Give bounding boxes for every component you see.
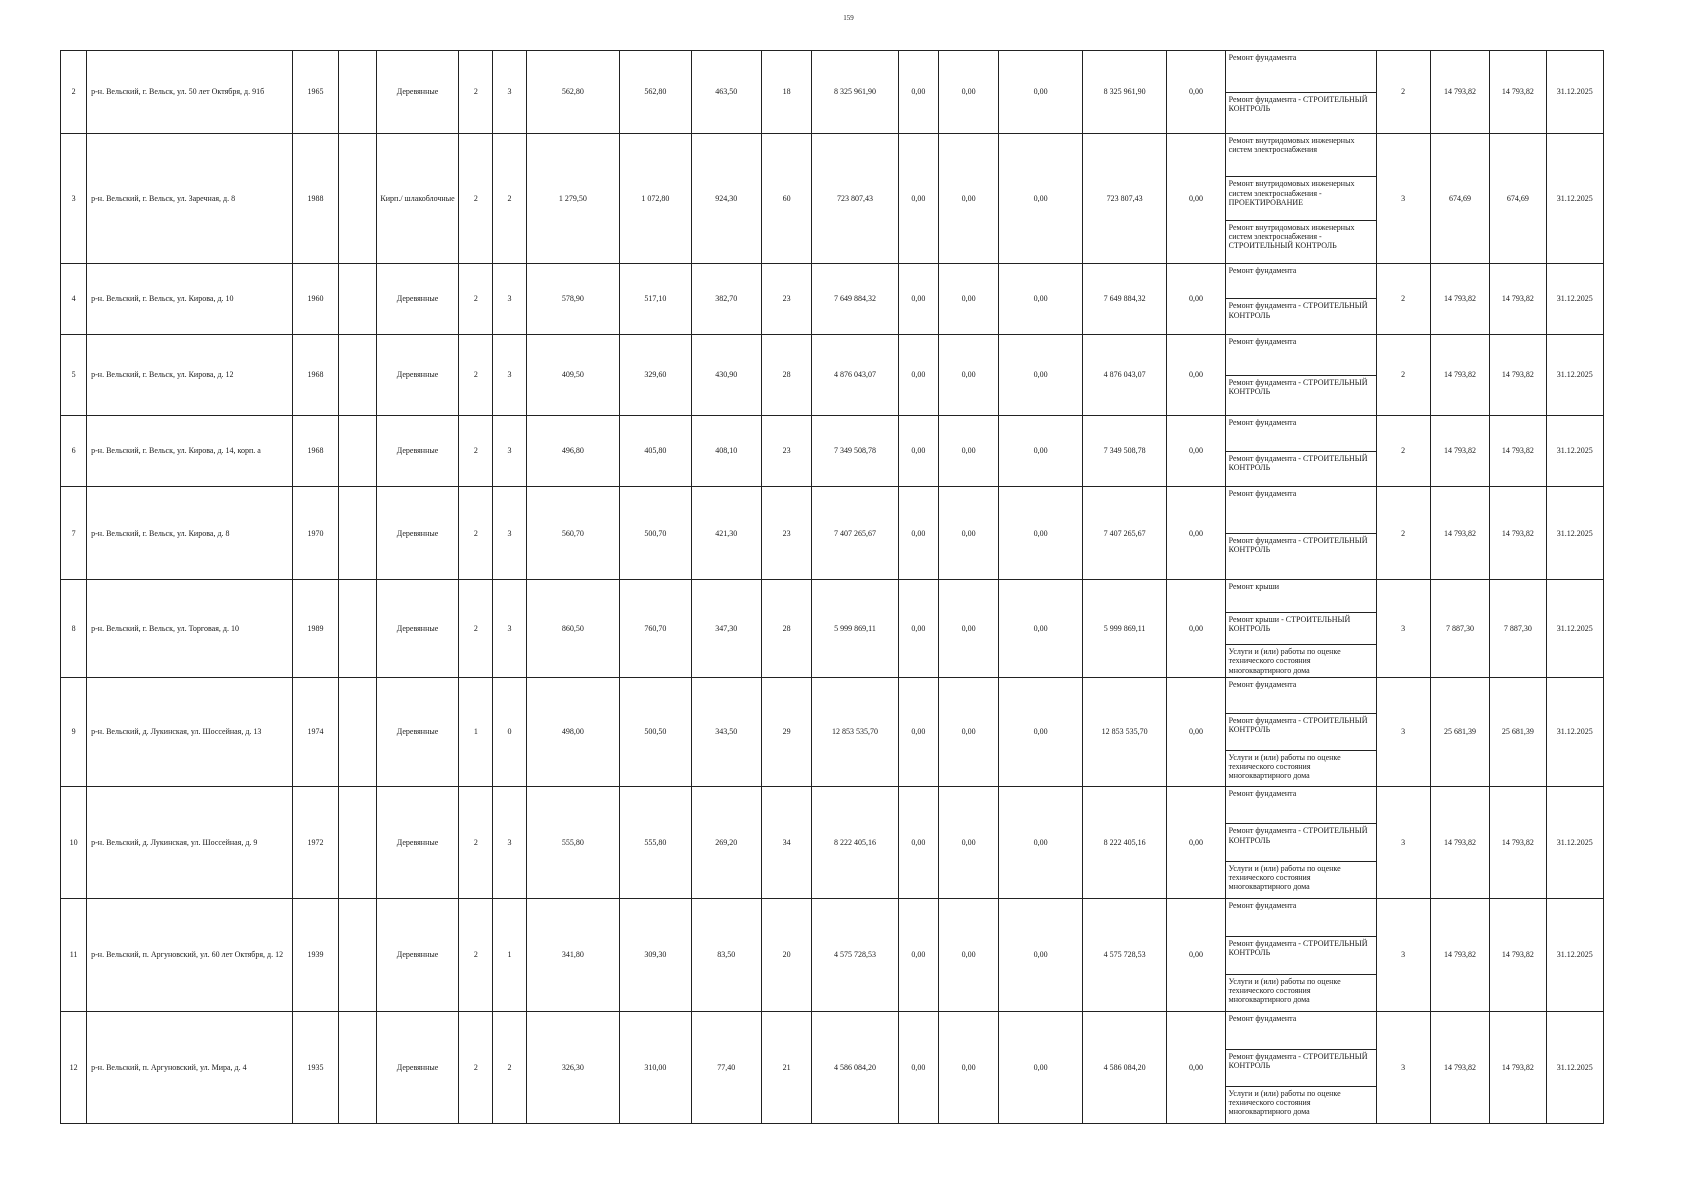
build-year: 1968	[293, 416, 338, 487]
work-item: Ремонт фундамента - СТРОИТЕЛЬНЫЙ КОНТРОЛЬ	[1226, 298, 1376, 334]
area-residential: 382,70	[691, 263, 761, 334]
floors-count: 2	[459, 1012, 493, 1124]
table-row	[61, 263, 1604, 334]
fund-share-1: 0,00	[898, 334, 938, 415]
work-item: Ремонт фундамента	[1228, 489, 1297, 499]
entrances-count: 3	[493, 334, 526, 415]
table-row	[61, 51, 1604, 134]
build-year: 1968	[293, 334, 338, 415]
work-item: Ремонт фундамента	[1228, 789, 1297, 799]
build-year: 1974	[293, 677, 338, 787]
work-item: Ремонт фундамента	[1228, 900, 1297, 910]
works-count: 3	[1376, 898, 1430, 1012]
address-cell: р-н. Вельский, п. Аргуновский, ул. Мира, д. 4	[87, 1012, 293, 1124]
build-year: 1965	[293, 51, 338, 134]
address-cell: р-н. Вельский, г. Вельск, ул. Кирова, д. 12	[87, 334, 293, 415]
cost-total: 723 807,43	[812, 134, 899, 264]
limit-cost: 25 681,39	[1490, 677, 1546, 787]
floors-count: 2	[459, 580, 493, 677]
floors-count: 2	[459, 134, 493, 264]
fund-share-2: 0,00	[939, 898, 999, 1012]
table-row	[61, 334, 1604, 415]
works-list-items	[1226, 580, 1376, 676]
table-row	[61, 487, 1604, 580]
address-cell: р-н. Вельский, п. Аргуновский, ул. 60 лет Октября, д. 12	[87, 898, 293, 1012]
limit-cost: 7 887,30	[1490, 580, 1546, 677]
table-row	[61, 580, 1604, 677]
table-row	[61, 134, 1604, 264]
cost-total: 7 349 508,78	[812, 416, 899, 487]
limit-cost: 14 793,82	[1490, 263, 1546, 334]
fund-share-1: 0,00	[898, 51, 938, 134]
wall-material: Деревянные	[376, 898, 458, 1012]
row-number: 9	[61, 677, 87, 787]
works-list	[1225, 134, 1376, 264]
wall-material: Деревянные	[376, 416, 458, 487]
row-number: 5	[61, 334, 87, 415]
fund-share-3: 0,00	[999, 898, 1082, 1012]
residents-count: 29	[761, 677, 811, 787]
residents-count: 28	[761, 580, 811, 677]
fund-share-3: 0,00	[999, 677, 1082, 787]
deadline-date: 31.12.2025	[1546, 787, 1604, 899]
works-list	[1225, 580, 1376, 677]
work-item: Услуги и (или) работы по оценке технического состояния многоквартирного дома	[1226, 1086, 1376, 1123]
area-living: 500,70	[620, 487, 691, 580]
unit-cost: 14 793,82	[1430, 787, 1489, 899]
fund-share-1: 0,00	[898, 263, 938, 334]
fund-share-4: 0,00	[1167, 263, 1225, 334]
area-total: 341,80	[526, 898, 620, 1012]
cost-owners: 12 853 535,70	[1082, 677, 1166, 787]
area-total: 555,80	[526, 787, 620, 899]
area-living: 517,10	[620, 263, 691, 334]
wall-material: Кирп./ шлакоблочные	[376, 134, 458, 264]
works-count: 3	[1376, 1012, 1430, 1124]
cost-total: 7 407 265,67	[812, 487, 899, 580]
fund-share-4: 0,00	[1167, 51, 1225, 134]
works-count: 2	[1376, 51, 1430, 134]
work-item: Услуги и (или) работы по оценке технического состояния многоквартирного дома	[1226, 974, 1376, 1012]
wall-material: Деревянные	[376, 677, 458, 787]
works-list-items	[1226, 678, 1376, 787]
fund-share-1: 0,00	[898, 416, 938, 487]
works-count: 2	[1376, 416, 1430, 487]
empty-cell	[338, 1012, 376, 1124]
limit-cost: 14 793,82	[1490, 416, 1546, 487]
work-item: Ремонт фундамента - СТРОИТЕЛЬНЫЙ КОНТРОЛЬ	[1226, 375, 1376, 416]
work-item: Ремонт внутридомовых инженерных систем электроснабжения - ПРОЕКТИРОВАНИЕ	[1226, 176, 1376, 219]
cost-owners: 8 325 961,90	[1082, 51, 1166, 134]
area-total: 560,70	[526, 487, 620, 580]
work-item: Ремонт фундамента	[1228, 265, 1297, 275]
work-item: Ремонт внутридомовых инженерных систем электроснабжения - СТРОИТЕЛЬНЫЙ КОНТРОЛЬ	[1226, 220, 1376, 263]
wall-material: Деревянные	[376, 51, 458, 134]
works-list-items	[1226, 787, 1376, 898]
area-total: 326,30	[526, 1012, 620, 1124]
work-item: Услуги и (или) работы по оценке технического состояния многоквартирного дома	[1226, 861, 1376, 898]
work-item: Услуги и (или) работы по оценке технического состояния многоквартирного дома	[1226, 750, 1376, 787]
fund-share-1: 0,00	[898, 898, 938, 1012]
wall-material: Деревянные	[376, 1012, 458, 1124]
floors-count: 2	[459, 334, 493, 415]
residents-count: 60	[761, 134, 811, 264]
works-list-items	[1226, 134, 1376, 263]
cost-owners: 5 999 869,11	[1082, 580, 1166, 677]
cost-total: 4 586 084,20	[812, 1012, 899, 1124]
entrances-count: 3	[493, 787, 526, 899]
deadline-date: 31.12.2025	[1546, 334, 1604, 415]
floors-count: 2	[459, 787, 493, 899]
table-body	[61, 51, 1604, 1124]
residents-count: 21	[761, 1012, 811, 1124]
floors-count: 2	[459, 263, 493, 334]
floors-count: 2	[459, 51, 493, 134]
works-count: 3	[1376, 677, 1430, 787]
build-year: 1970	[293, 487, 338, 580]
wall-material: Деревянные	[376, 580, 458, 677]
limit-cost: 14 793,82	[1490, 334, 1546, 415]
area-residential: 83,50	[691, 898, 761, 1012]
work-item: Ремонт внутридомовых инженерных систем электроснабжения	[1228, 136, 1355, 155]
table-row	[61, 677, 1604, 787]
table-row	[61, 1012, 1604, 1124]
area-total: 1 279,50	[526, 134, 620, 264]
fund-share-4: 0,00	[1167, 416, 1225, 487]
area-residential: 77,40	[691, 1012, 761, 1124]
work-item: Ремонт фундамента	[1228, 679, 1297, 689]
works-count: 3	[1376, 580, 1430, 677]
empty-cell	[338, 487, 376, 580]
work-item: Ремонт фундамента - СТРОИТЕЛЬНЫЙ КОНТРОЛЬ	[1226, 92, 1376, 134]
empty-cell	[338, 334, 376, 415]
works-list	[1225, 1012, 1376, 1124]
fund-share-4: 0,00	[1167, 787, 1225, 899]
floors-count: 2	[459, 487, 493, 580]
cost-owners: 7 349 508,78	[1082, 416, 1166, 487]
works-list-items	[1226, 487, 1376, 579]
works-list	[1225, 677, 1376, 787]
build-year: 1972	[293, 787, 338, 899]
works-list-items	[1226, 335, 1376, 415]
address-cell: р-н. Вельский, г. Вельск, ул. Заречная, д. 8	[87, 134, 293, 264]
area-total: 578,90	[526, 263, 620, 334]
work-item: Ремонт фундамента - СТРОИТЕЛЬНЫЙ КОНТРОЛЬ	[1226, 1049, 1376, 1086]
residents-count: 23	[761, 487, 811, 580]
work-item: Ремонт фундамента	[1228, 418, 1297, 428]
work-item: Ремонт фундамента	[1228, 53, 1297, 62]
empty-cell	[338, 416, 376, 487]
floors-count: 1	[459, 677, 493, 787]
works-list	[1225, 416, 1376, 487]
fund-share-4: 0,00	[1167, 134, 1225, 264]
limit-cost: 14 793,82	[1490, 1012, 1546, 1124]
area-living: 309,30	[620, 898, 691, 1012]
fund-share-4: 0,00	[1167, 1012, 1225, 1124]
area-residential: 421,30	[691, 487, 761, 580]
fund-share-1: 0,00	[898, 580, 938, 677]
entrances-count: 3	[493, 416, 526, 487]
cost-total: 4 575 728,53	[812, 898, 899, 1012]
row-number: 2	[61, 51, 87, 134]
unit-cost: 674,69	[1430, 134, 1489, 264]
limit-cost: 14 793,82	[1490, 898, 1546, 1012]
limit-cost: 674,69	[1490, 134, 1546, 264]
limit-cost: 14 793,82	[1490, 787, 1546, 899]
build-year: 1960	[293, 263, 338, 334]
unit-cost: 14 793,82	[1430, 263, 1489, 334]
residents-count: 34	[761, 787, 811, 899]
work-item: Ремонт фундамента - СТРОИТЕЛЬНЫЙ КОНТРОЛЬ	[1226, 451, 1376, 487]
floors-count: 2	[459, 898, 493, 1012]
table-row	[61, 787, 1604, 899]
empty-cell	[338, 898, 376, 1012]
entrances-count: 2	[493, 134, 526, 264]
table-row	[61, 416, 1604, 487]
entrances-count: 2	[493, 1012, 526, 1124]
cost-owners: 4 876 043,07	[1082, 334, 1166, 415]
fund-share-3: 0,00	[999, 580, 1082, 677]
repair-registry-table	[60, 50, 1604, 1124]
fund-share-1: 0,00	[898, 677, 938, 787]
fund-share-2: 0,00	[939, 263, 999, 334]
work-item: Ремонт фундамента - СТРОИТЕЛЬНЫЙ КОНТРОЛЬ	[1226, 713, 1376, 750]
unit-cost: 14 793,82	[1430, 487, 1489, 580]
cost-total: 5 999 869,11	[812, 580, 899, 677]
limit-cost: 14 793,82	[1490, 487, 1546, 580]
unit-cost: 14 793,82	[1430, 1012, 1489, 1124]
area-residential: 343,50	[691, 677, 761, 787]
empty-cell	[338, 51, 376, 134]
works-list-items	[1226, 51, 1376, 133]
area-total: 409,50	[526, 334, 620, 415]
fund-share-2: 0,00	[939, 134, 999, 264]
works-list	[1225, 51, 1376, 134]
work-item: Ремонт фундамента - СТРОИТЕЛЬНЫЙ КОНТРОЛЬ	[1226, 936, 1376, 974]
fund-share-4: 0,00	[1167, 487, 1225, 580]
cost-total: 8 325 961,90	[812, 51, 899, 134]
address-cell: р-н. Вельский, г. Вельск, ул. Кирова, д. 14, корп. а	[87, 416, 293, 487]
fund-share-3: 0,00	[999, 1012, 1082, 1124]
build-year: 1939	[293, 898, 338, 1012]
deadline-date: 31.12.2025	[1546, 580, 1604, 677]
empty-cell	[338, 787, 376, 899]
works-list-items	[1226, 416, 1376, 486]
entrances-count: 3	[493, 51, 526, 134]
limit-cost: 14 793,82	[1490, 51, 1546, 134]
area-living: 555,80	[620, 787, 691, 899]
page-number: 159	[843, 14, 854, 22]
cost-total: 12 853 535,70	[812, 677, 899, 787]
wall-material: Деревянные	[376, 263, 458, 334]
area-living: 405,80	[620, 416, 691, 487]
work-item: Ремонт фундамента	[1228, 1014, 1297, 1024]
deadline-date: 31.12.2025	[1546, 677, 1604, 787]
address-cell: р-н. Вельский, г. Вельск, ул. Торговая, д. 10	[87, 580, 293, 677]
works-count: 3	[1376, 134, 1430, 264]
deadline-date: 31.12.2025	[1546, 487, 1604, 580]
residents-count: 18	[761, 51, 811, 134]
area-residential: 463,50	[691, 51, 761, 134]
wall-material: Деревянные	[376, 787, 458, 899]
deadline-date: 31.12.2025	[1546, 1012, 1604, 1124]
deadline-date: 31.12.2025	[1546, 263, 1604, 334]
cost-owners: 7 649 884,32	[1082, 263, 1166, 334]
address-cell: р-н. Вельский, д. Лукинская, ул. Шоссейная, д. 13	[87, 677, 293, 787]
works-list-items	[1226, 1012, 1376, 1123]
area-living: 329,60	[620, 334, 691, 415]
unit-cost: 14 793,82	[1430, 416, 1489, 487]
cost-total: 7 649 884,32	[812, 263, 899, 334]
area-total: 498,00	[526, 677, 620, 787]
work-item: Услуги и (или) работы по оценке технического состояния многоквартирного дома	[1226, 644, 1376, 677]
work-item: Ремонт фундамента - СТРОИТЕЛЬНЫЙ КОНТРОЛЬ	[1226, 533, 1376, 580]
fund-share-3: 0,00	[999, 134, 1082, 264]
cost-owners: 723 807,43	[1082, 134, 1166, 264]
work-item: Ремонт крыши	[1228, 582, 1280, 592]
cost-owners: 7 407 265,67	[1082, 487, 1166, 580]
works-list	[1225, 898, 1376, 1012]
entrances-count: 3	[493, 580, 526, 677]
works-count: 3	[1376, 787, 1430, 899]
fund-share-3: 0,00	[999, 787, 1082, 899]
table-row	[61, 898, 1604, 1012]
works-list	[1225, 263, 1376, 334]
residents-count: 23	[761, 416, 811, 487]
build-year: 1989	[293, 580, 338, 677]
fund-share-2: 0,00	[939, 51, 999, 134]
area-total: 562,80	[526, 51, 620, 134]
works-list	[1225, 487, 1376, 580]
deadline-date: 31.12.2025	[1546, 134, 1604, 264]
entrances-count: 3	[493, 263, 526, 334]
area-living: 760,70	[620, 580, 691, 677]
unit-cost: 25 681,39	[1430, 677, 1489, 787]
works-count: 2	[1376, 487, 1430, 580]
fund-share-4: 0,00	[1167, 334, 1225, 415]
fund-share-3: 0,00	[999, 416, 1082, 487]
fund-share-1: 0,00	[898, 787, 938, 899]
row-number: 11	[61, 898, 87, 1012]
unit-cost: 14 793,82	[1430, 898, 1489, 1012]
work-item: Ремонт крыши - СТРОИТЕЛЬНЫЙ КОНТРОЛЬ	[1226, 612, 1376, 644]
unit-cost: 7 887,30	[1430, 580, 1489, 677]
row-number: 6	[61, 416, 87, 487]
fund-share-1: 0,00	[898, 1012, 938, 1124]
work-item: Ремонт фундамента	[1228, 336, 1297, 346]
works-count: 2	[1376, 334, 1430, 415]
fund-share-4: 0,00	[1167, 580, 1225, 677]
deadline-date: 31.12.2025	[1546, 51, 1604, 134]
fund-share-2: 0,00	[939, 416, 999, 487]
area-residential: 269,20	[691, 787, 761, 899]
fund-share-1: 0,00	[898, 134, 938, 264]
row-number: 12	[61, 1012, 87, 1124]
works-list-items	[1226, 899, 1376, 1012]
cost-total: 8 222 405,16	[812, 787, 899, 899]
area-living: 500,50	[620, 677, 691, 787]
works-count: 2	[1376, 263, 1430, 334]
area-residential: 430,90	[691, 334, 761, 415]
cost-owners: 4 575 728,53	[1082, 898, 1166, 1012]
fund-share-2: 0,00	[939, 787, 999, 899]
area-living: 310,00	[620, 1012, 691, 1124]
unit-cost: 14 793,82	[1430, 51, 1489, 134]
build-year: 1935	[293, 1012, 338, 1124]
build-year: 1988	[293, 134, 338, 264]
works-list	[1225, 787, 1376, 899]
fund-share-4: 0,00	[1167, 898, 1225, 1012]
area-living: 1 072,80	[620, 134, 691, 264]
fund-share-4: 0,00	[1167, 677, 1225, 787]
address-cell: р-н. Вельский, г. Вельск, ул. 50 лет Октября, д. 91б	[87, 51, 293, 134]
work-item: Ремонт фундамента - СТРОИТЕЛЬНЫЙ КОНТРОЛЬ	[1226, 823, 1376, 860]
fund-share-3: 0,00	[999, 263, 1082, 334]
fund-share-2: 0,00	[939, 677, 999, 787]
fund-share-3: 0,00	[999, 51, 1082, 134]
area-residential: 924,30	[691, 134, 761, 264]
fund-share-2: 0,00	[939, 487, 999, 580]
fund-share-2: 0,00	[939, 334, 999, 415]
deadline-date: 31.12.2025	[1546, 898, 1604, 1012]
wall-material: Деревянные	[376, 487, 458, 580]
area-living: 562,80	[620, 51, 691, 134]
address-cell: р-н. Вельский, д. Лукинская, ул. Шоссейная, д. 9	[87, 787, 293, 899]
address-cell: р-н. Вельский, г. Вельск, ул. Кирова, д. 10	[87, 263, 293, 334]
area-total: 496,80	[526, 416, 620, 487]
fund-share-2: 0,00	[939, 1012, 999, 1124]
fund-share-3: 0,00	[999, 334, 1082, 415]
fund-share-1: 0,00	[898, 487, 938, 580]
cost-total: 4 876 043,07	[812, 334, 899, 415]
empty-cell	[338, 134, 376, 264]
deadline-date: 31.12.2025	[1546, 416, 1604, 487]
cost-owners: 4 586 084,20	[1082, 1012, 1166, 1124]
row-number: 4	[61, 263, 87, 334]
area-total: 860,50	[526, 580, 620, 677]
works-list-items	[1226, 264, 1376, 334]
empty-cell	[338, 263, 376, 334]
row-number: 3	[61, 134, 87, 264]
row-number: 8	[61, 580, 87, 677]
residents-count: 28	[761, 334, 811, 415]
works-list	[1225, 334, 1376, 415]
cost-owners: 8 222 405,16	[1082, 787, 1166, 899]
entrances-count: 0	[493, 677, 526, 787]
fund-share-2: 0,00	[939, 580, 999, 677]
entrances-count: 3	[493, 487, 526, 580]
residents-count: 20	[761, 898, 811, 1012]
unit-cost: 14 793,82	[1430, 334, 1489, 415]
row-number: 10	[61, 787, 87, 899]
address-cell: р-н. Вельский, г. Вельск, ул. Кирова, д. 8	[87, 487, 293, 580]
residents-count: 23	[761, 263, 811, 334]
floors-count: 2	[459, 416, 493, 487]
area-residential: 408,10	[691, 416, 761, 487]
row-number: 7	[61, 487, 87, 580]
area-residential: 347,30	[691, 580, 761, 677]
entrances-count: 1	[493, 898, 526, 1012]
empty-cell	[338, 580, 376, 677]
empty-cell	[338, 677, 376, 787]
fund-share-3: 0,00	[999, 487, 1082, 580]
wall-material: Деревянные	[376, 334, 458, 415]
